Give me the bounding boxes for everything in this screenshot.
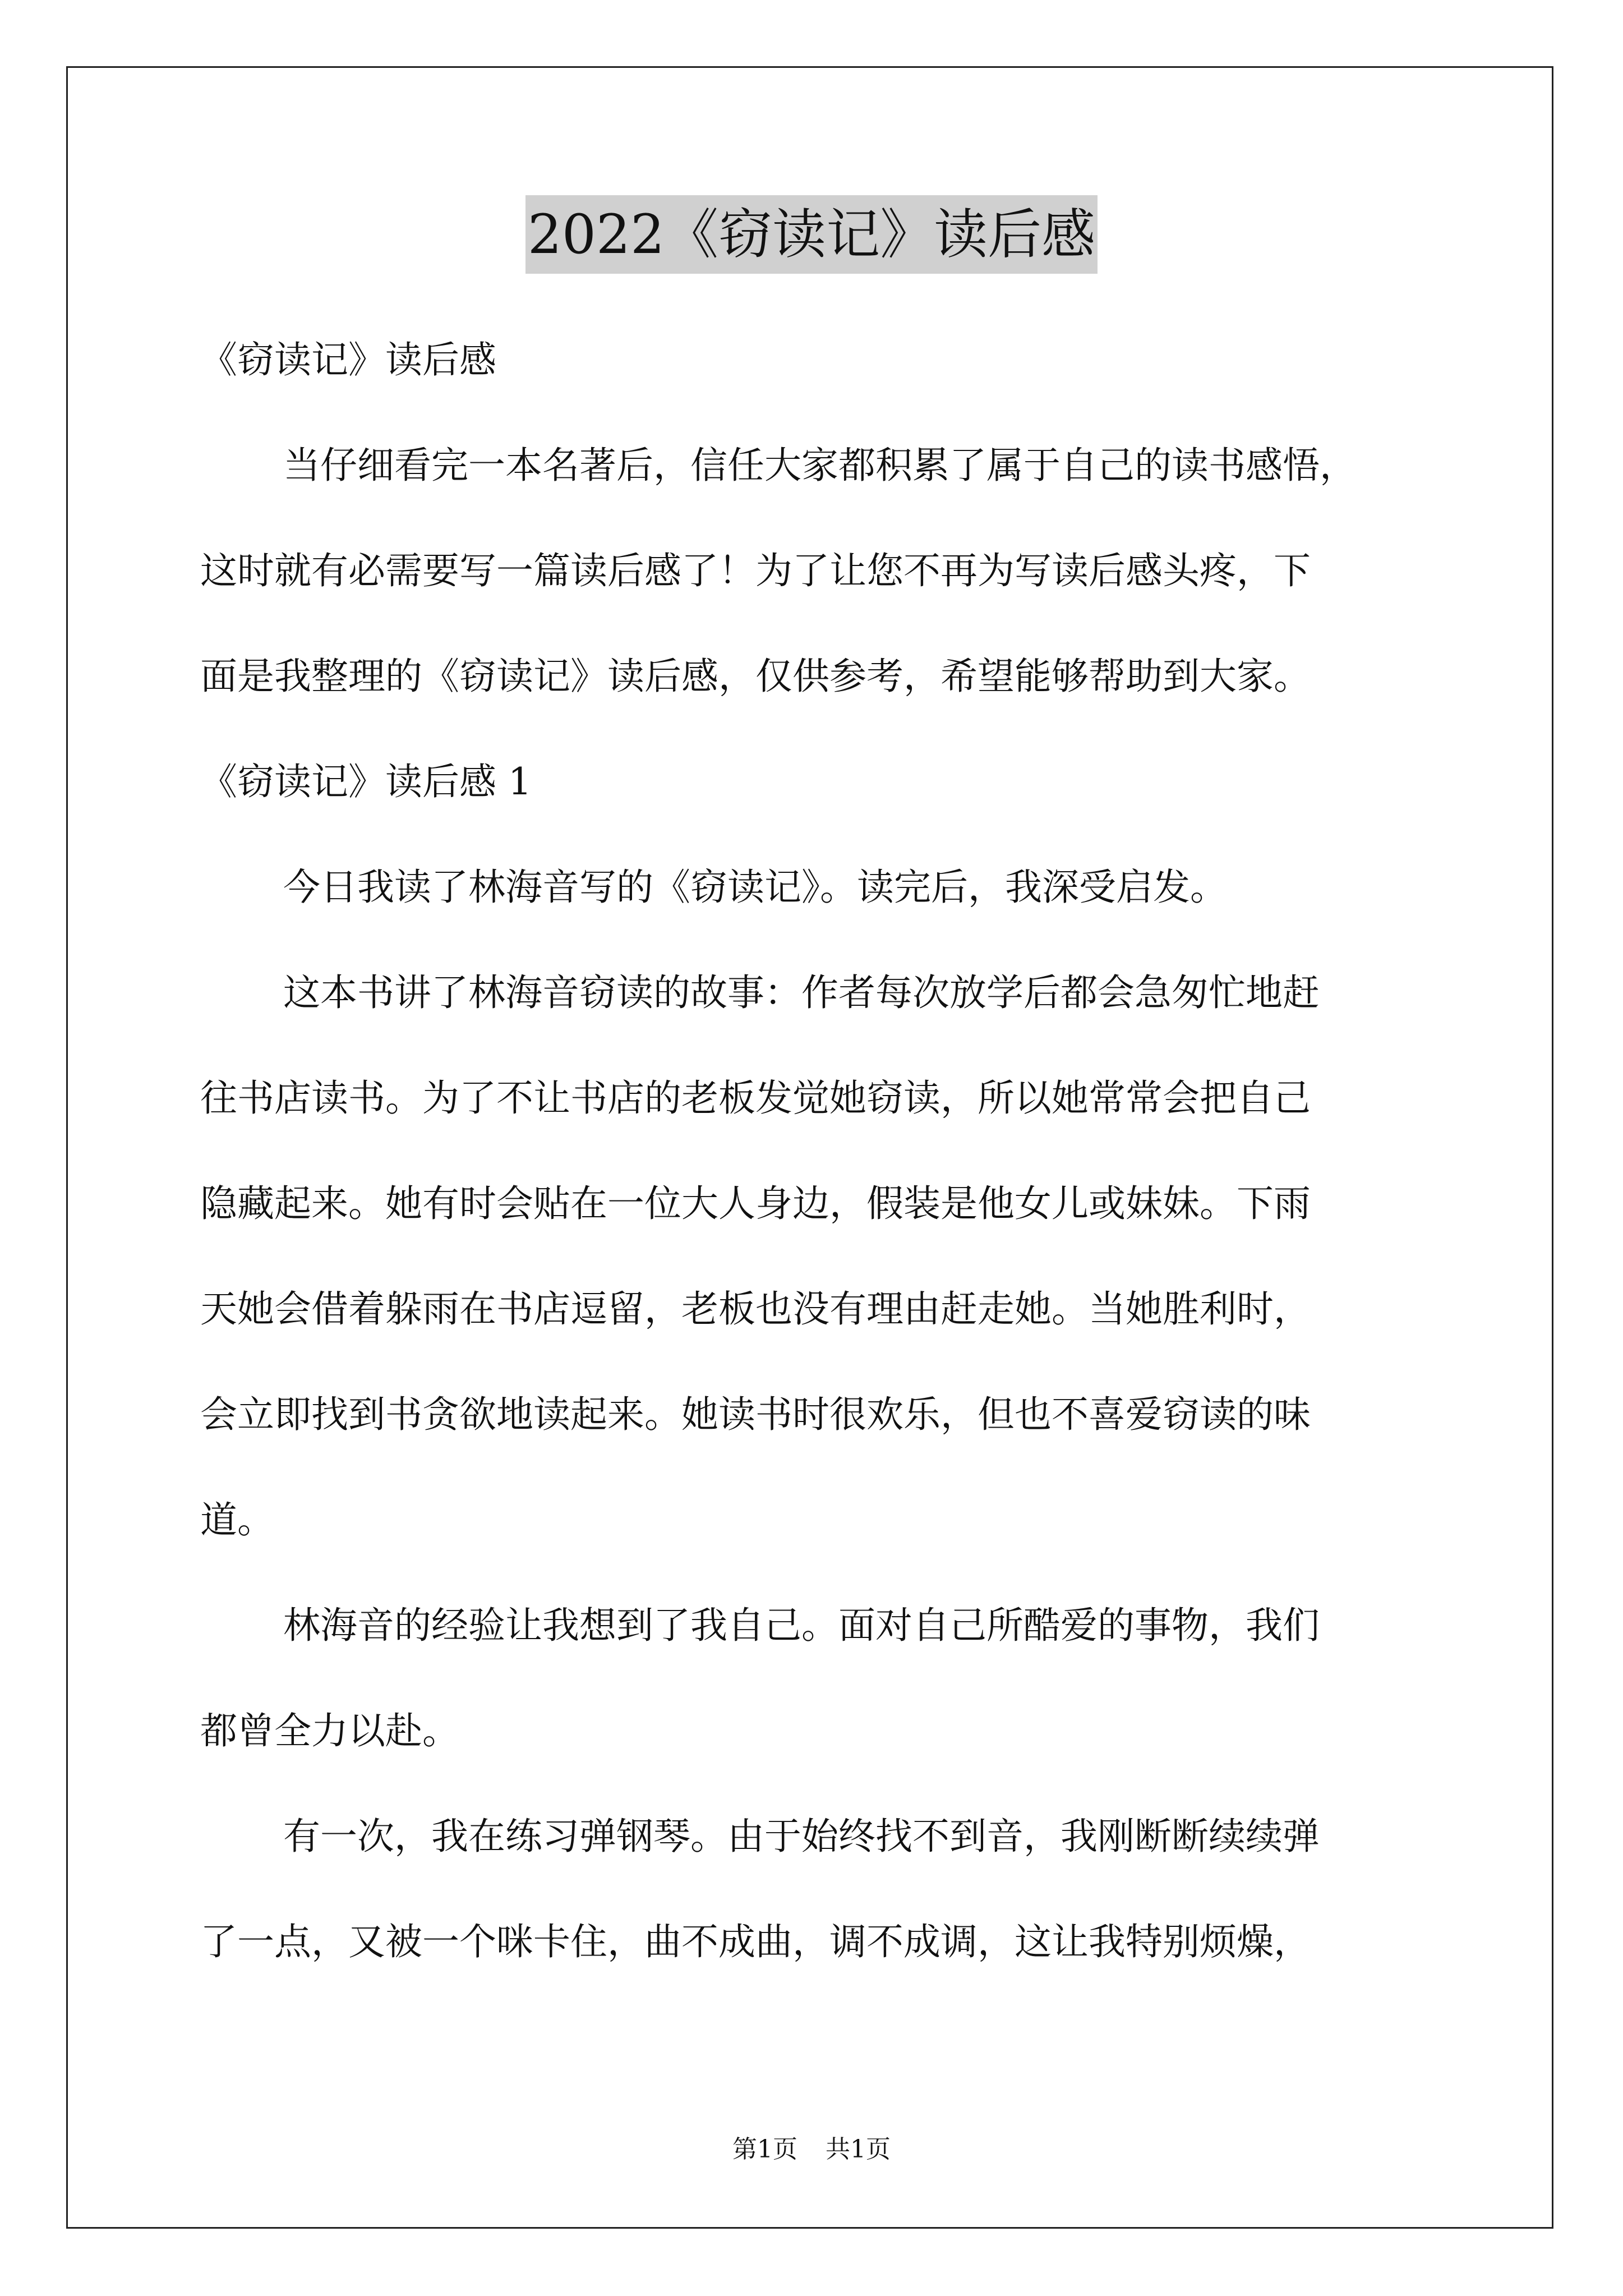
page-number: 第1页 xyxy=(732,2135,797,2164)
body-line: 有一次，我在练习弹钢琴。由于始终找不到音，我刚断断续续弹 xyxy=(283,1815,1320,1858)
body-line: 这时就有必需要写一篇读后感了！为了让您不再为写读后感头疼，下 xyxy=(200,549,1311,592)
body-line: 往书店读书。为了不让书店的老板发觉她窃读，所以她常常会把自己 xyxy=(200,1076,1311,1120)
body-line: 面是我整理的《窃读记》读后感，仅供参考，希望能够帮助到大家。 xyxy=(200,655,1311,698)
page-total: 共1页 xyxy=(826,2135,891,2164)
body-line: 都曾全力以赴。 xyxy=(200,1709,459,1752)
body-line: 今日我读了林海音写的《窃读记》。读完后，我深受启发。 xyxy=(283,866,1227,909)
document-title: 2022《窃读记》读后感 xyxy=(525,195,1098,274)
body-line: 《窃读记》读后感 xyxy=(200,338,496,381)
section-heading: 《窃读记》读后感 1 xyxy=(200,760,532,803)
title-container xyxy=(0,195,1623,274)
body-line: 隐藏起来。她有时会贴在一位大人身边，假装是他女儿或妹妹。下雨 xyxy=(200,1182,1311,1225)
body-line: 林海音的经验让我想到了我自己。面对自己所酷爱的事物，我们 xyxy=(283,1604,1320,1647)
body-line: 了一点，又被一个咪卡住，曲不成曲，调不成调，这让我特别烦燥， xyxy=(200,1920,1311,1963)
body-line: 天她会借着躲雨在书店逗留，老板也没有理由赶走她。当她胜利时， xyxy=(200,1287,1311,1331)
document-body xyxy=(200,307,1434,1995)
body-line: 当仔细看完一本名著后，信任大家都积累了属于自己的读书感悟， xyxy=(283,444,1357,487)
page-footer xyxy=(0,2133,1623,2166)
body-line: 会立即找到书贪欲地读起来。她读书时很欢乐，但也不喜爱窃读的味 xyxy=(200,1393,1311,1436)
body-line: 道。 xyxy=(200,1498,274,1542)
body-line: 这本书讲了林海音窃读的故事：作者每次放学后都会急匆忙地赶 xyxy=(283,971,1320,1014)
